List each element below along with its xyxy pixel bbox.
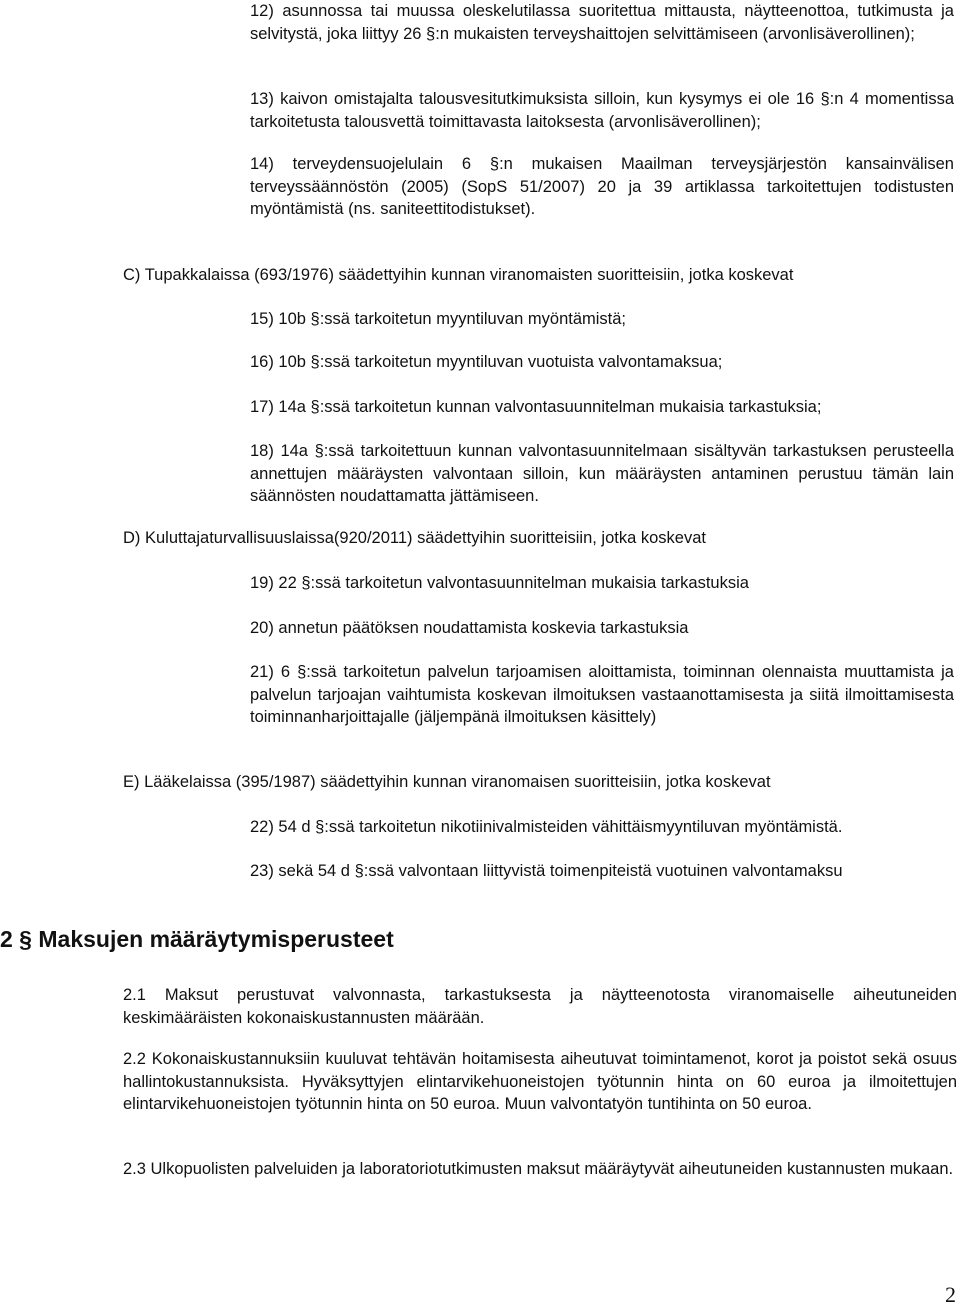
section-c-heading: C) Tupakkalaissa (693/1976) säädettyihin kunnan viranomaisten suoritteisiin, jotka koskevat	[123, 266, 794, 284]
list-item-18: 18) 14a §:ssä tarkoitettuun kunnan valvontasuunnitelmaan sisältyvän tarkastuksen perusteella annettujen määräysten valvontaan silloin, kun määräysten antaminen perustuu tämän lain säännösten noudattamatta jättämiseen.	[250, 442, 954, 505]
list-item-21: 21) 6 §:ssä tarkoitetun palvelun tarjoamisen aloittamista, toiminnan olennaista muuttamista ja palvelun tarjoajan vaihtumista koskevan ilmoituksen vastaanottamisesta ja siitä ilmoittamisesta toiminnanharjoittajalle (jäljempänä ilmoituksen käsittely)	[250, 663, 954, 726]
paragraph-2-2: 2.2 Kokonaiskustannuksiin kuuluvat tehtävän hoitamisesta aiheutuvat toimintamenot, korot ja poistot sekä osuus hallintokustannuksista. Hyväksyttyjen elintarvikehuoneistojen työtunnin hinta on 60 euroa ja ilmoitettujen elintarvikehuoneistojen työtunnin hinta on 50 euroa. Muun valvontatyön tuntihinta on 50 euroa.	[123, 1050, 957, 1113]
list-item-20: 20) annetun päätöksen noudattamista koskevia tarkastuksia	[250, 619, 689, 637]
list-item-12: 12) asunnossa tai muussa oleskelutilassa suoritettua mittausta, näytteenottoa, tutkimusta ja selvitystä, joka liittyy 26 §:n mukaisten terveyshaittojen selvittämiseen (arvonlisäverollinen);	[250, 2, 954, 43]
list-item-23: 23) sekä 54 d §:ssä valvontaan liittyvistä toimenpiteistä vuotuinen valvontamaksu	[250, 862, 843, 880]
list-item-19: 19) 22 §:ssä tarkoitetun valvontasuunnitelman mukaisia tarkastuksia	[250, 574, 749, 592]
paragraph-2-3: 2.3 Ulkopuolisten palveluiden ja laboratoriotutkimusten maksut määräytyvät aiheutuneiden kustannusten mukaan.	[123, 1160, 954, 1178]
list-item-14: 14) terveydensuojelulain 6 §:n mukaisen Maailman terveysjärjestön kansainvälisen terveyssäännöstön (2005) (SopS 51/2007) 20 ja 39 artiklassa tarkoitettujen todistusten myöntämistä (ns. saniteettitodistukset).	[250, 155, 954, 218]
list-item-15: 15) 10b §:ssä tarkoitetun myyntiluvan myöntämistä;	[250, 310, 627, 328]
section-e-heading: E) Lääkelaissa (395/1987) säädettyihin kunnan viranomaisen suoritteisiin, jotka koskevat	[123, 773, 771, 791]
list-item-13: 13) kaivon omistajalta talousvesitutkimuksista silloin, kun kysymys ei ole 16 §:n 4 momentissa tarkoitetusta talousvettä toimittavasta laitoksesta (arvonlisäverollinen);	[250, 90, 954, 131]
list-item-16: 16) 10b §:ssä tarkoitetun myyntiluvan vuotuista valvontamaksua;	[250, 353, 723, 371]
list-item-17: 17) 14a §:ssä tarkoitetun kunnan valvontasuunnitelman mukaisia tarkastuksia;	[250, 398, 822, 416]
page-number: 2	[945, 1282, 956, 1307]
list-item-22: 22) 54 d §:ssä tarkoitetun nikotiinivalmisteiden vähittäismyyntiluvan myöntämistä.	[250, 818, 843, 836]
section-2-heading: 2 § Maksujen määräytymisperusteet	[0, 926, 394, 952]
section-d-heading: D) Kuluttajaturvallisuuslaissa(920/2011) säädettyihin suoritteisiin, jotka koskevat	[123, 529, 706, 547]
paragraph-2-1: 2.1 Maksut perustuvat valvonnasta, tarkastuksesta ja näytteenotosta viranomaiselle aiheutuneiden keskimääräisten kokonaiskustannusten määrään.	[123, 986, 957, 1027]
